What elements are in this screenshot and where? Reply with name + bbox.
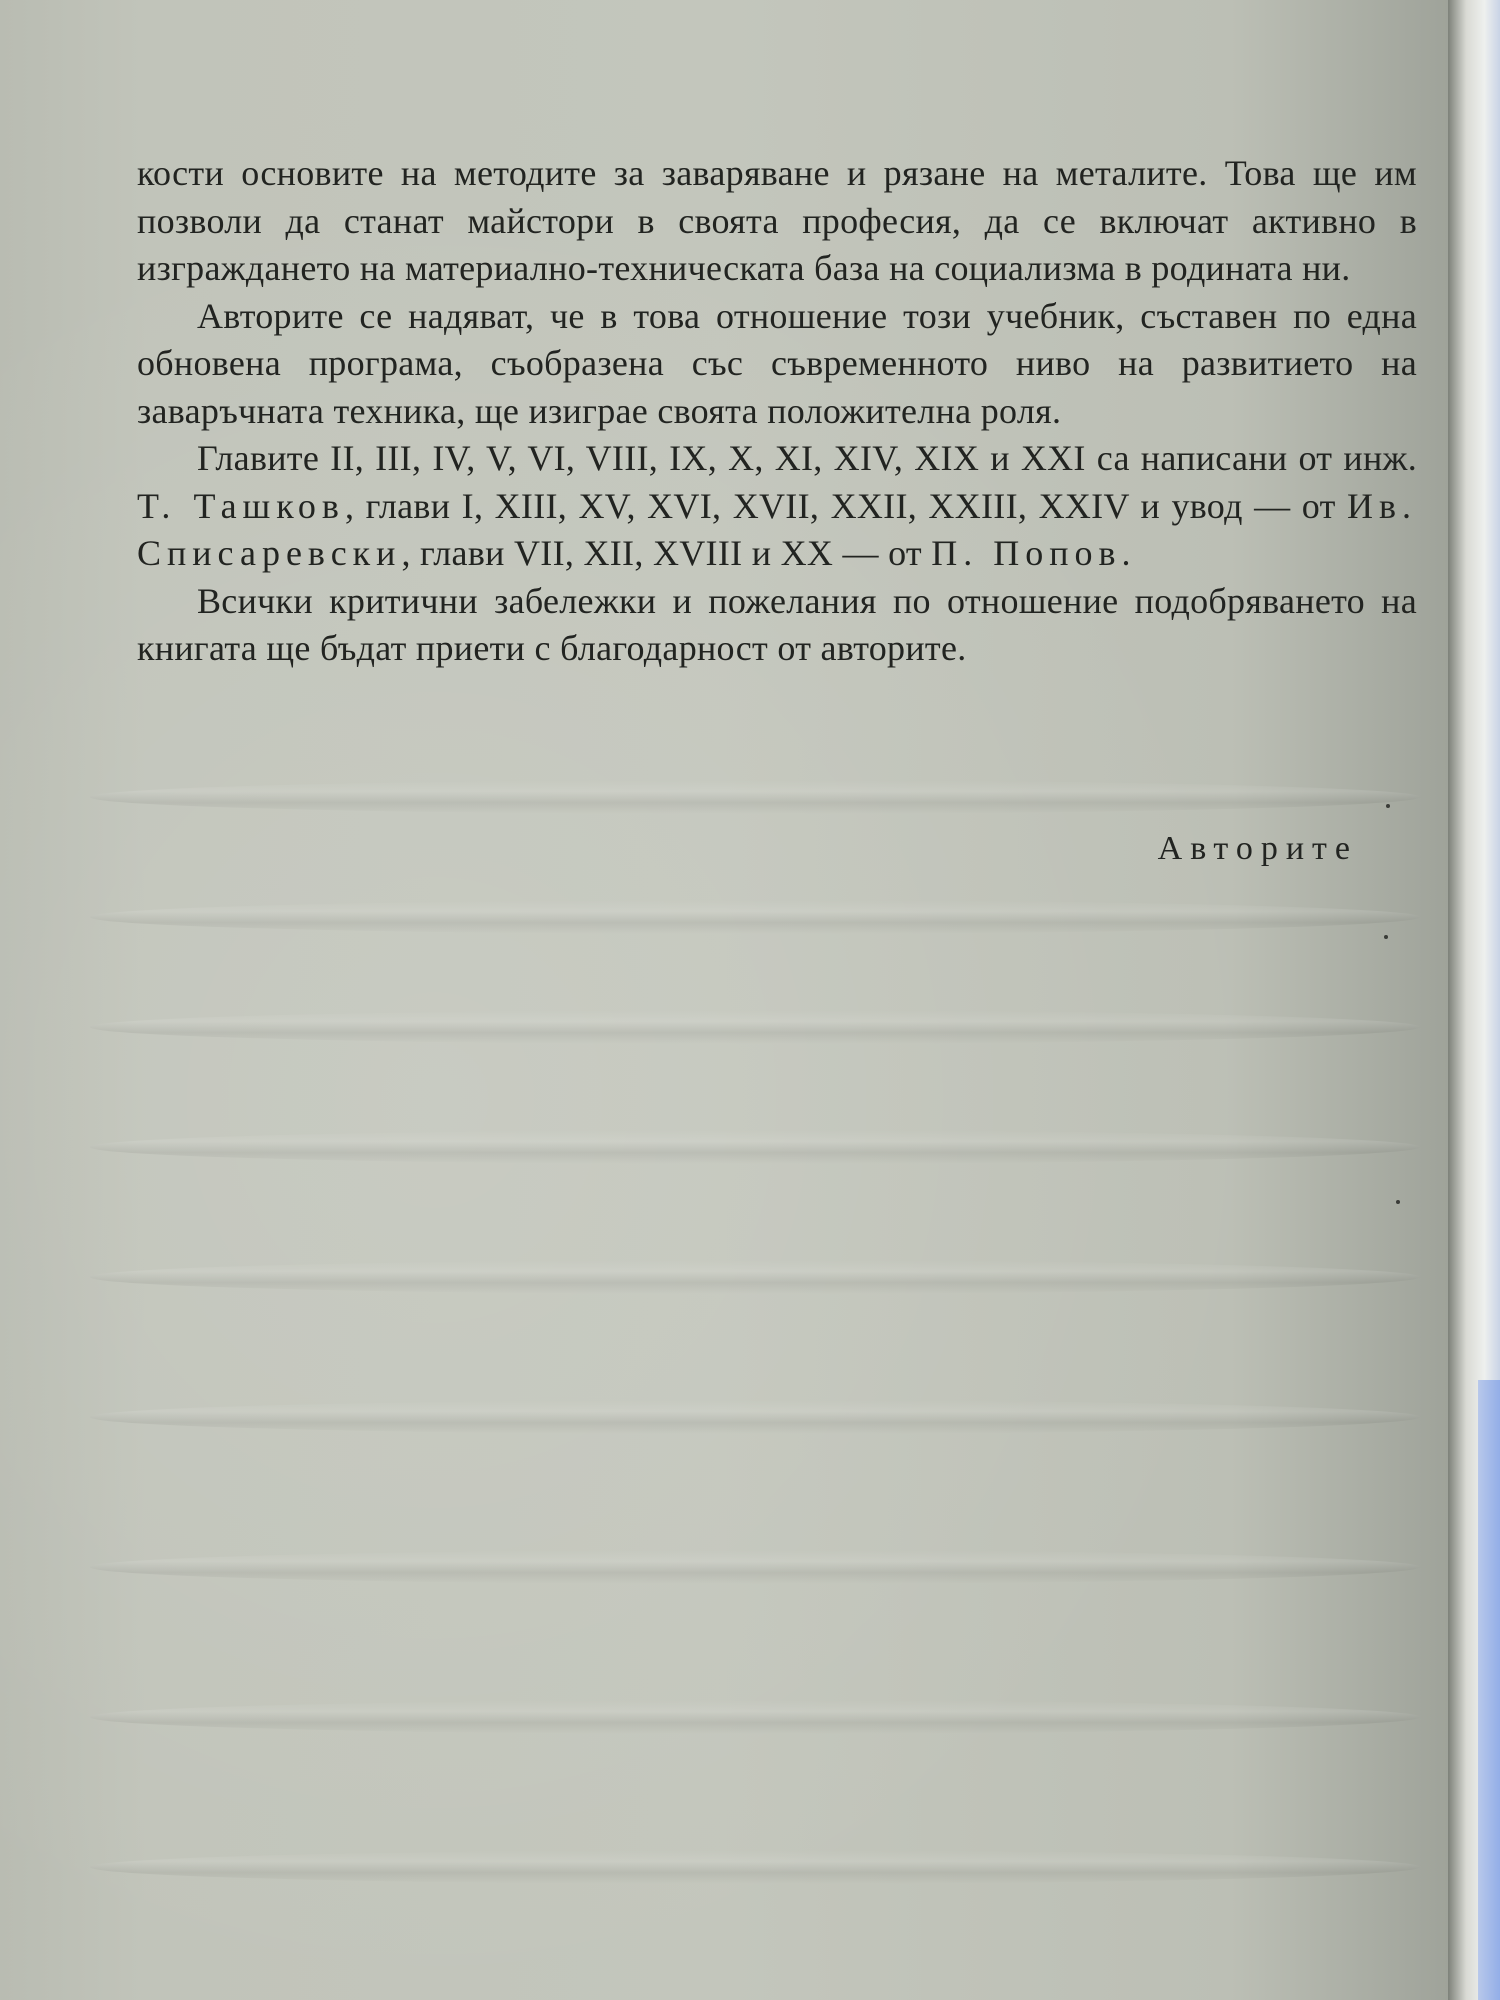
print-speck	[1384, 935, 1388, 939]
body-text	[137, 150, 1417, 673]
paragraph-3-part-2: , глави I, XIII, XV, XVI, XVII, XXII, XXIII, XXIV и увод — от	[344, 485, 1348, 526]
author-name-popov: П. Попов	[931, 533, 1122, 573]
paper-wrinkle	[90, 1260, 1420, 1294]
paper-wrinkle	[90, 1130, 1420, 1164]
print-speck	[1386, 804, 1390, 808]
paragraph-2: Авторите се надяват, че в това отношение този учебник, съставен по една обновена програма, съобразена със съвременното ниво на развитието на заваръчната техника, ще изиграе своята положителна роля.	[137, 295, 1417, 431]
signature: Авторите	[1157, 830, 1358, 867]
paragraph-3-part-1: Главите II, III, IV, V, VI, VIII, IX, X, XI, XIV, XIX и XXI са написани от инж.	[197, 438, 1417, 478]
paragraph-3-part-4: .	[1121, 533, 1131, 573]
paper-wrinkle	[90, 1010, 1420, 1044]
paper-wrinkle	[90, 1550, 1420, 1584]
author-name-tashkov: Т. Ташков	[137, 485, 345, 526]
paper-wrinkle	[90, 1700, 1420, 1734]
paper-wrinkle	[90, 1850, 1420, 1884]
paper-wrinkle	[90, 900, 1420, 934]
paragraph-3	[137, 435, 1417, 578]
author-name-spisarevski: Ив. Списаревски	[137, 485, 1418, 573]
paper-wrinkle	[90, 1400, 1420, 1434]
paper-wrinkle	[90, 780, 1420, 814]
print-speck	[1396, 1200, 1400, 1204]
background-surface	[1478, 1380, 1500, 2000]
paragraph-1: кости основите на методите за заваряване и рязане на металите. Това ще им позволи да станат майстори в своята професия, да се включат активно в изграждането на материално-техническата база на социализма в родината ни.	[137, 153, 1417, 288]
paragraph-4: Всички критични забележки и пожелания по отношение подобряването на книгата ще бъдат приети с благодарност от авторите.	[137, 580, 1417, 668]
paragraph-3-part-3: , глави VII, XII, XVIII и XX — от	[401, 533, 932, 573]
